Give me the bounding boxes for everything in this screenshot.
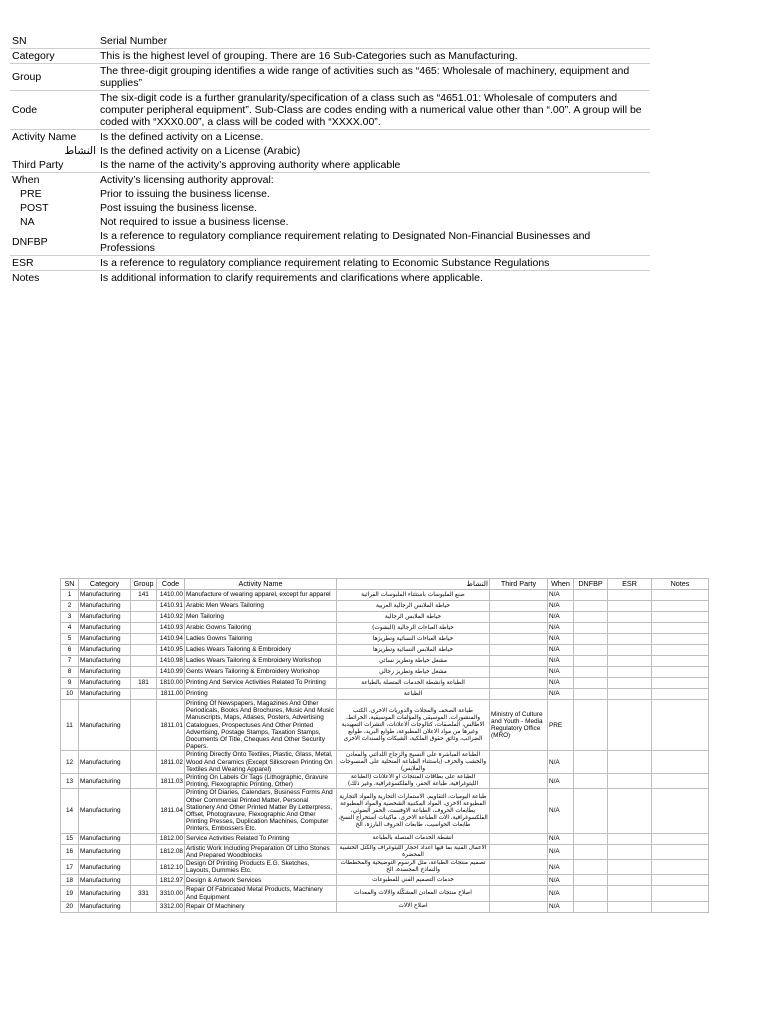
sn-cell: 20	[61, 901, 79, 912]
category-cell: Manufacturing	[79, 612, 131, 623]
third-party-cell	[490, 601, 548, 612]
third-party-cell	[490, 789, 548, 833]
when-cell: N/A	[548, 875, 574, 886]
dnfbp-cell	[574, 623, 608, 634]
group-cell	[131, 623, 157, 634]
category-cell: Manufacturing	[79, 833, 131, 844]
code-cell: 1810.00	[157, 678, 185, 689]
legend-key: SN	[10, 34, 98, 49]
when-cell: N/A	[548, 886, 574, 901]
notes-cell	[652, 844, 709, 859]
activity-arabic-cell: الطباعة	[337, 689, 490, 700]
sn-cell: 1	[61, 590, 79, 601]
table-row	[61, 667, 709, 678]
sn-cell: 15	[61, 833, 79, 844]
activity-name-cell: Ladies Wears Tailoring & Embroidery	[185, 645, 337, 656]
activity-arabic-cell: خياطة العباءات الرجالية (البشوت)	[337, 623, 490, 634]
activity-name-cell: Gents Wears Tailoring & Embroidery Workshop	[185, 667, 337, 678]
legend-row	[10, 130, 650, 145]
activity-arabic-cell: اصلاح الالات	[337, 901, 490, 912]
legend-key: NA	[20, 216, 35, 228]
legend-key: PRE	[20, 188, 42, 200]
third-party-cell	[490, 590, 548, 601]
third-party-cell	[490, 886, 548, 901]
when-cell: N/A	[548, 689, 574, 700]
dnfbp-cell	[574, 601, 608, 612]
esr-cell	[608, 634, 652, 645]
third-party-cell	[490, 860, 548, 875]
category-cell: Manufacturing	[79, 844, 131, 859]
esr-cell	[608, 844, 652, 859]
group-cell	[131, 601, 157, 612]
activity-name-cell: Printing Of Newspapers, Magazines And Other Periodicals, Books And Brochures, Music And Music Manuscripts, Maps, Atlases, Posters, Advertising Catalogues, Prospectuses And Other Printed Advertising, Postage Stamps, Taxation Stamps, Documents Of Title, Cheques And Other Security Papers.	[185, 700, 337, 751]
group-cell	[131, 700, 157, 751]
dnfbp-cell	[574, 774, 608, 789]
activity-arabic-cell: الطباعة وانشطة الخدمات المتصلة بالطباعة	[337, 678, 490, 689]
sn-cell: 19	[61, 886, 79, 901]
category-cell: Manufacturing	[79, 860, 131, 875]
notes-cell	[652, 700, 709, 751]
notes-cell	[652, 667, 709, 678]
category-cell: Manufacturing	[79, 656, 131, 667]
activity-arabic-cell: طباعة اليوميات، التقاويم، الاستمارات التجارية والمواد التجارية المطبوعة الاخرى، المواد المكتبية الشخصية والمواد المطبوعة بطابعات الحروف، الطباعة الاوفست، الحفر الضوئي، الفلكسوغرافية، الات الطباعة الاخرى، ماكينات استخراج النسخ، طابعات الحواسيب، طابعات الحروف البارزة، الخ	[337, 789, 490, 833]
activity-arabic-cell: خياطة الملابس الرجالية	[337, 612, 490, 623]
esr-cell	[608, 678, 652, 689]
code-cell: 1812.97	[157, 875, 185, 886]
category-cell: Manufacturing	[79, 901, 131, 912]
legend-row	[10, 256, 650, 271]
column-header: DNFBP	[574, 579, 608, 590]
category-cell: Manufacturing	[79, 590, 131, 601]
activity-name-cell: Arabic Gowns Tailoring	[185, 623, 337, 634]
group-cell	[131, 689, 157, 700]
legend-row	[10, 229, 650, 256]
column-header: Notes	[652, 579, 709, 590]
third-party-cell: Ministry of Culture and Youth - Media Regulatory Office (MRO)	[490, 700, 548, 751]
activity-arabic-cell: طباعة الصحف والمجلات والدوريات الاخرى، الكتب والمنشورات، الموسيقى والمؤلفات الموسيقية، الخرائط، الاطالس، الملصقات، كتالوجات الاعلانات، النشرات التمهيدية وغيرها من مواد الاعلان المطبوعة، طوابع البريد، طوابع الضرائب، وثائق حقوق الملكية، الشيكات والسندات الاخرى	[337, 700, 490, 751]
legend-key: Notes	[12, 272, 40, 284]
code-cell: 1811.01	[157, 700, 185, 751]
group-cell	[131, 789, 157, 833]
legend-description: The three-digit grouping identifies a wide range of activities such as “465: Wholesale of machinery, equipment and supplies”	[98, 64, 650, 91]
table-header-row	[61, 579, 709, 590]
code-cell: 1811.03	[157, 774, 185, 789]
legend-description: Is the name of the activity’s approving authority where applicable	[98, 158, 650, 173]
group-cell	[131, 875, 157, 886]
third-party-cell	[490, 833, 548, 844]
activity-name-cell: Service Activities Related To Printing	[185, 833, 337, 844]
table-row	[61, 844, 709, 859]
esr-cell	[608, 833, 652, 844]
column-header: Category	[79, 579, 131, 590]
legend-key: Group	[10, 64, 98, 91]
sn-cell: 12	[61, 751, 79, 774]
category-cell: Manufacturing	[79, 623, 131, 634]
legend-row	[10, 187, 650, 201]
notes-cell	[652, 901, 709, 912]
third-party-cell	[490, 844, 548, 859]
table-row	[61, 590, 709, 601]
table-row	[61, 833, 709, 844]
legend-row	[10, 64, 650, 91]
legend-key: Activity Name	[12, 131, 77, 143]
category-cell: Manufacturing	[79, 634, 131, 645]
table-row	[61, 656, 709, 667]
dnfbp-cell	[574, 844, 608, 859]
when-cell: N/A	[548, 774, 574, 789]
activity-arabic-cell: خياطة الملابس النسائية وتطريزها	[337, 645, 490, 656]
group-cell	[131, 901, 157, 912]
table-row	[61, 623, 709, 634]
activity-name-cell: Ladies Wears Tailoring & Embroidery Workshop	[185, 656, 337, 667]
legend-description: Not required to issue a business license.	[100, 216, 289, 228]
legend-key: POST	[20, 202, 49, 214]
category-cell: Manufacturing	[79, 667, 131, 678]
dnfbp-cell	[574, 634, 608, 645]
table-row	[61, 860, 709, 875]
activity-arabic-cell: خياطة العباءات النسائية وتطريزها	[337, 634, 490, 645]
esr-cell	[608, 590, 652, 601]
dnfbp-cell	[574, 886, 608, 901]
notes-cell	[652, 860, 709, 875]
dnfbp-cell	[574, 656, 608, 667]
legend-key: Category	[10, 49, 98, 64]
legend-description: Is a reference to regulatory compliance requirement relating to Economic Substance Regulations	[98, 256, 650, 271]
activity-arabic-cell: تصميم منتجات الطباعة، مثل الرسوم التوضيحية والمخططات والنماذج المجسدة، الخ	[337, 860, 490, 875]
column-header: Code	[157, 579, 185, 590]
column-header: When	[548, 579, 574, 590]
legend-row	[10, 144, 650, 158]
sn-cell: 17	[61, 860, 79, 875]
category-cell: Manufacturing	[79, 751, 131, 774]
notes-cell	[652, 678, 709, 689]
dnfbp-cell	[574, 689, 608, 700]
sn-cell: 2	[61, 601, 79, 612]
when-cell: N/A	[548, 833, 574, 844]
notes-cell	[652, 645, 709, 656]
column-header: SN	[61, 579, 79, 590]
esr-cell	[608, 901, 652, 912]
notes-cell	[652, 689, 709, 700]
when-cell: PRE	[548, 700, 574, 751]
group-cell	[131, 656, 157, 667]
third-party-cell	[490, 774, 548, 789]
group-cell: 141	[131, 590, 157, 601]
notes-cell	[652, 789, 709, 833]
group-cell	[131, 833, 157, 844]
sn-cell: 7	[61, 656, 79, 667]
code-cell: 3310.00	[157, 886, 185, 901]
category-cell: Manufacturing	[79, 789, 131, 833]
dnfbp-cell	[574, 789, 608, 833]
group-cell	[131, 844, 157, 859]
sn-cell: 16	[61, 844, 79, 859]
group-cell	[131, 667, 157, 678]
notes-cell	[652, 623, 709, 634]
legend-description: Prior to issuing the business license.	[100, 188, 270, 200]
notes-cell	[652, 886, 709, 901]
activity-arabic-cell: مشغل خياطة وتطريز نسائي	[337, 656, 490, 667]
activity-arabic-cell: صنع الملبوسات باستثناء الملبوسات الفرائية	[337, 590, 490, 601]
esr-cell	[608, 601, 652, 612]
notes-cell	[652, 612, 709, 623]
sn-cell: 5	[61, 634, 79, 645]
when-cell: N/A	[548, 678, 574, 689]
activities-table	[60, 578, 709, 913]
dnfbp-cell	[574, 875, 608, 886]
dnfbp-cell	[574, 860, 608, 875]
code-cell: 3312.00	[157, 901, 185, 912]
activity-name-cell: Printing	[185, 689, 337, 700]
sn-cell: 3	[61, 612, 79, 623]
legend-description: Is the defined activity on a License.	[100, 131, 264, 143]
when-cell: N/A	[548, 623, 574, 634]
category-cell: Manufacturing	[79, 886, 131, 901]
esr-cell	[608, 886, 652, 901]
code-cell: 1410.00	[157, 590, 185, 601]
when-cell: N/A	[548, 751, 574, 774]
third-party-cell	[490, 612, 548, 623]
code-cell: 1812.00	[157, 833, 185, 844]
activity-name-cell: Printing Directly Onto Textiles, Plastic, Glass, Metal, Wood And Ceramics (Except Silkscreen Printing On Textiles And Wearing Apparel)	[185, 751, 337, 774]
code-cell: 1410.95	[157, 645, 185, 656]
code-cell: 1811.04	[157, 789, 185, 833]
activity-arabic-cell: مشغل خياطة وتطريز رجالي	[337, 667, 490, 678]
esr-cell	[608, 656, 652, 667]
when-cell: N/A	[548, 667, 574, 678]
esr-cell	[608, 689, 652, 700]
code-cell: 1812.08	[157, 844, 185, 859]
group-cell	[131, 612, 157, 623]
category-cell: Manufacturing	[79, 774, 131, 789]
group-cell	[131, 634, 157, 645]
table-row	[61, 678, 709, 689]
esr-cell	[608, 774, 652, 789]
sn-cell: 13	[61, 774, 79, 789]
sn-cell: 4	[61, 623, 79, 634]
legend-key: DNFBP	[10, 229, 98, 256]
sn-cell: 18	[61, 875, 79, 886]
code-cell: 1410.98	[157, 656, 185, 667]
table-row	[61, 645, 709, 656]
third-party-cell	[490, 667, 548, 678]
category-cell: Manufacturing	[79, 875, 131, 886]
esr-cell	[608, 700, 652, 751]
notes-cell	[652, 656, 709, 667]
activity-arabic-cell: انشطة الخدمات المتصلة بالطباعة	[337, 833, 490, 844]
dnfbp-cell	[574, 645, 608, 656]
group-cell	[131, 860, 157, 875]
legend-description: Is the defined activity on a License (Arabic)	[100, 145, 301, 157]
code-cell: 1811.02	[157, 751, 185, 774]
notes-cell	[652, 833, 709, 844]
activity-name-cell: Repair Of Fabricated Metal Products, Machinery And Equipment	[185, 886, 337, 901]
esr-cell	[608, 645, 652, 656]
activity-arabic-cell: خياطة الملابس الرجالية العربية	[337, 601, 490, 612]
legend-row	[10, 49, 650, 64]
dnfbp-cell	[574, 678, 608, 689]
table-row	[61, 689, 709, 700]
sn-cell: 11	[61, 700, 79, 751]
activity-name-cell: Printing And Service Activities Related To Printing	[185, 678, 337, 689]
legend-key: Code	[10, 91, 98, 130]
when-cell: N/A	[548, 901, 574, 912]
esr-cell	[608, 751, 652, 774]
activity-arabic-cell: الطباعة على بطاقات المنتجات او الاعلانات (الطباعة الليثوغرافية، طباعة الحفر، والفلكسوغرافية، وغير ذلك)	[337, 774, 490, 789]
column-header: Group	[131, 579, 157, 590]
column-header: Activity Name	[185, 579, 337, 590]
legend-row	[10, 201, 650, 215]
legend-row	[10, 271, 650, 286]
third-party-cell	[490, 751, 548, 774]
group-cell	[131, 645, 157, 656]
table-row	[61, 634, 709, 645]
table-row	[61, 789, 709, 833]
dnfbp-cell	[574, 901, 608, 912]
activity-name-cell: Repair Of Machinery	[185, 901, 337, 912]
column-header: ESR	[608, 579, 652, 590]
category-cell: Manufacturing	[79, 678, 131, 689]
table-row	[61, 886, 709, 901]
activity-name-cell: Arabic Men Wears Tailoring	[185, 601, 337, 612]
notes-cell	[652, 590, 709, 601]
code-cell: 1410.91	[157, 601, 185, 612]
code-cell: 1410.93	[157, 623, 185, 634]
sn-cell: 8	[61, 667, 79, 678]
legend-description: This is the highest level of grouping. There are 16 Sub-Categories such as Manufacturing.	[98, 49, 650, 64]
activity-name-cell: Design Of Printing Products E.G. Sketches, Layouts, Dummies Etc.	[185, 860, 337, 875]
activity-name-cell: Manufacture of wearing apparel, except fur apparel	[185, 590, 337, 601]
legend-description: The six-digit code is a further granularity/specification of a class such as “4651.01: Wholesale of computers and computer peripheral equipment”. Sub-Class are codes ending with a numerical value other than “.00”. A group will be coded with “XXX0.00”, a class will be coded with “XXXX.00”.	[98, 91, 650, 130]
category-cell: Manufacturing	[79, 601, 131, 612]
legend-description: Is additional information to clarify requirements and clarifications where applicable.	[100, 272, 483, 284]
table-row	[61, 901, 709, 912]
activity-name-cell: Printing Of Diaries, Calendars, Business Forms And Other Commercial Printed Matter, Personal Stationery And Other Printed Matter By Letterpress, Offset, Photogravure, Flexographic And Other Printing Presses, Duplication Machines, Computer Printers, Embossers Etc.	[185, 789, 337, 833]
legend-key: Third Party	[10, 158, 98, 173]
when-cell: N/A	[548, 860, 574, 875]
table-row	[61, 612, 709, 623]
sn-cell: 9	[61, 678, 79, 689]
activity-name-cell: Artistic Work Including Preparation Of Litho Stones And Prepared Woodblocks	[185, 844, 337, 859]
third-party-cell	[490, 678, 548, 689]
sn-cell: 14	[61, 789, 79, 833]
when-cell: N/A	[548, 612, 574, 623]
third-party-cell	[490, 875, 548, 886]
table-row	[61, 774, 709, 789]
activity-arabic-cell: الطباعة المباشرة على النسيج والزجاج اللدائني والمعادن والخشب والخزف (باستثناء الطباعة المنخلية على المنسوجات والملابس)	[337, 751, 490, 774]
column-header: النشاط	[337, 579, 490, 590]
code-cell: 1410.94	[157, 634, 185, 645]
third-party-cell	[490, 623, 548, 634]
legend-description: Serial Number	[98, 34, 650, 49]
esr-cell	[608, 612, 652, 623]
code-cell: 1410.99	[157, 667, 185, 678]
table-row	[61, 700, 709, 751]
activity-arabic-cell: اصلاح منتجات المعادن المشكّلة والالات والمعدات	[337, 886, 490, 901]
table-row	[61, 875, 709, 886]
legend-row	[10, 34, 650, 49]
third-party-cell	[490, 634, 548, 645]
notes-cell	[652, 601, 709, 612]
code-cell: 1811.00	[157, 689, 185, 700]
third-party-cell	[490, 689, 548, 700]
esr-cell	[608, 789, 652, 833]
when-cell: N/A	[548, 590, 574, 601]
third-party-cell	[490, 656, 548, 667]
when-cell: N/A	[548, 844, 574, 859]
group-cell: 181	[131, 678, 157, 689]
dnfbp-cell	[574, 833, 608, 844]
legend-description: Activity’s licensing authority approval:	[100, 174, 274, 186]
activity-name-cell: Printing On Labels Or Tags (Lithographic, Gravure Printing, Flexographic Printing, Other)	[185, 774, 337, 789]
column-header: Third Party	[490, 579, 548, 590]
code-cell: 1812.10	[157, 860, 185, 875]
when-cell: N/A	[548, 645, 574, 656]
category-cell: Manufacturing	[79, 700, 131, 751]
group-cell	[131, 774, 157, 789]
legend-row	[10, 158, 650, 173]
sn-cell: 6	[61, 645, 79, 656]
legend-description: Post issuing the business license.	[100, 202, 258, 214]
when-cell: N/A	[548, 789, 574, 833]
dnfbp-cell	[574, 667, 608, 678]
activity-name-cell: Design & Artwork Services	[185, 875, 337, 886]
legend-table	[10, 34, 650, 285]
dnfbp-cell	[574, 590, 608, 601]
legend-row	[10, 215, 650, 229]
when-cell: N/A	[548, 656, 574, 667]
table-row	[61, 751, 709, 774]
legend-key: النشاط	[64, 145, 96, 157]
esr-cell	[608, 860, 652, 875]
dnfbp-cell	[574, 751, 608, 774]
group-cell	[131, 751, 157, 774]
legend-row	[10, 173, 650, 188]
third-party-cell	[490, 901, 548, 912]
activity-arabic-cell: الاعمال الفنية بما فيها اعداد احجار الليثوغراف والكتل الخشبية المحضرة	[337, 844, 490, 859]
third-party-cell	[490, 645, 548, 656]
notes-cell	[652, 634, 709, 645]
esr-cell	[608, 875, 652, 886]
legend-description: Is a reference to regulatory compliance requirement relating to Designated Non-Financial Businesses and Professions	[98, 229, 650, 256]
group-cell: 331	[131, 886, 157, 901]
when-cell: N/A	[548, 634, 574, 645]
table-row	[61, 601, 709, 612]
legend-key: ESR	[10, 256, 98, 271]
notes-cell	[652, 875, 709, 886]
esr-cell	[608, 667, 652, 678]
notes-cell	[652, 751, 709, 774]
code-cell: 1410.92	[157, 612, 185, 623]
activity-arabic-cell: خدمات التصميم الفني للمطبوعات	[337, 875, 490, 886]
dnfbp-cell	[574, 612, 608, 623]
sn-cell: 10	[61, 689, 79, 700]
notes-cell	[652, 774, 709, 789]
when-cell: N/A	[548, 601, 574, 612]
category-cell: Manufacturing	[79, 645, 131, 656]
legend-row	[10, 91, 650, 130]
category-cell: Manufacturing	[79, 689, 131, 700]
activity-name-cell: Ladies Gowns Tailoring	[185, 634, 337, 645]
esr-cell	[608, 623, 652, 634]
legend-key: When	[12, 174, 40, 186]
dnfbp-cell	[574, 700, 608, 751]
activity-name-cell: Men Tailoring	[185, 612, 337, 623]
